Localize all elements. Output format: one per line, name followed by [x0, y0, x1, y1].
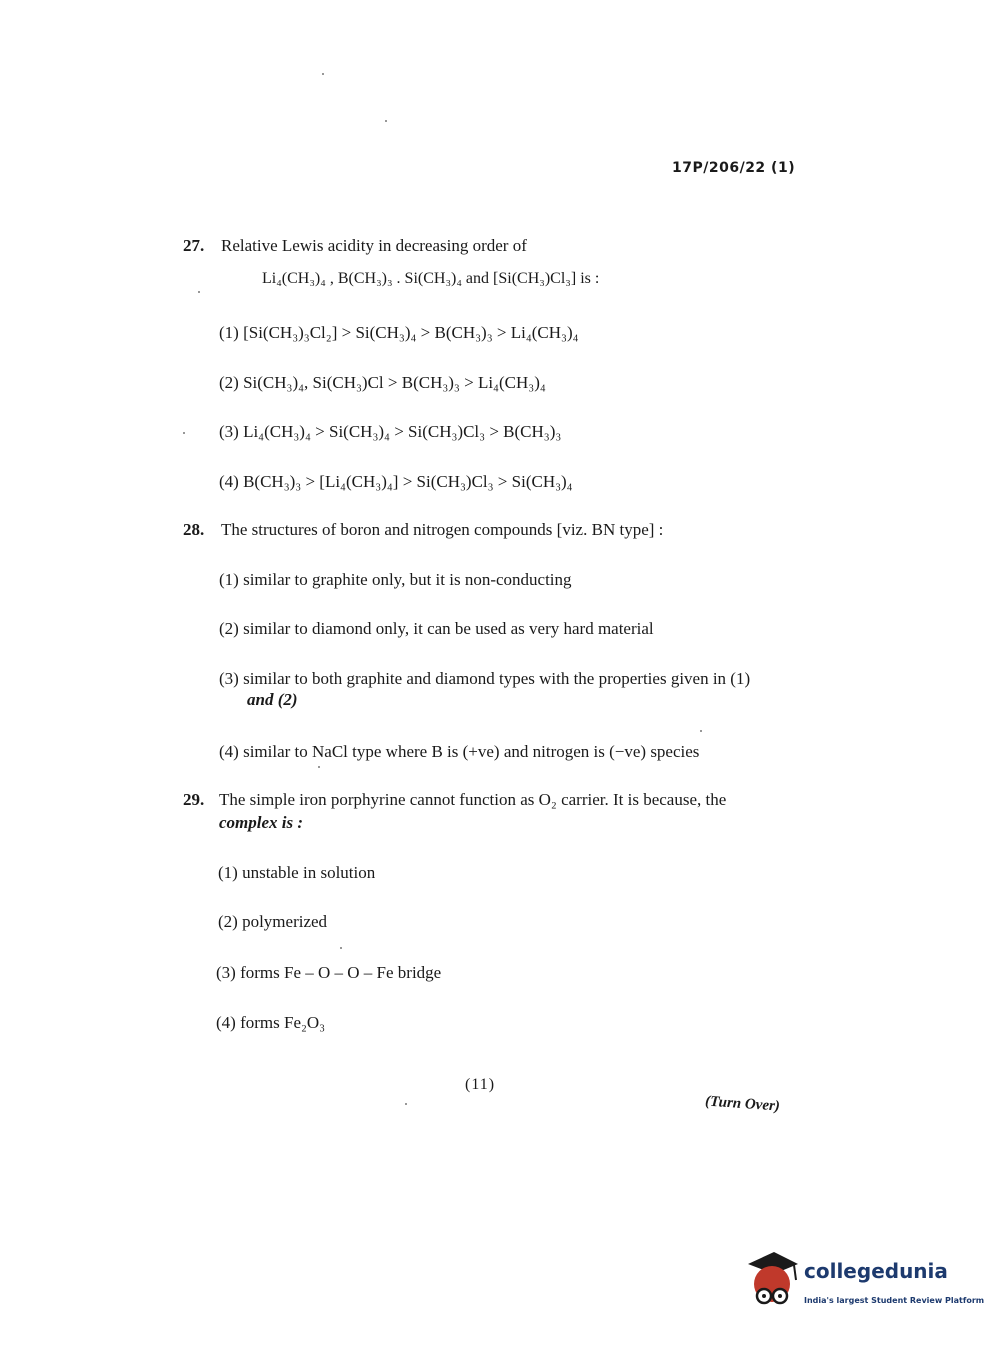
logo-tagline: India's largest Student Review Platform	[804, 1296, 985, 1305]
q28-text: The structures of boron and nitrogen compounds [viz. BN type] :	[221, 520, 664, 539]
q29-number: 29.	[183, 790, 205, 809]
logo-brand-name: collegedunia	[804, 1259, 948, 1283]
scan-speck	[405, 1103, 407, 1105]
scan-speck	[340, 947, 342, 949]
q27-option-1: (1) [Si(CH₃)₃Cl₂] > Si(CH₃)₄ > B(CH₃)₃ > Li₄(CH₃)₄	[219, 323, 579, 342]
q28-option-4: (4) similar to NaCl type where B is (+ve) and nitrogen is (−ve) species	[219, 742, 700, 761]
paper-code: 17P/206/22 (1)	[672, 160, 796, 176]
q27-option-3: (3) Li₄(CH₃)₄ > Si(CH₃)₄ > Si(CH₃)Cl₃ > B(CH₃)₃	[219, 422, 562, 441]
q27-number: 27.	[183, 236, 205, 255]
q29-option-4: (4) forms Fe₂O₃	[216, 1013, 326, 1032]
q29-text-continuation: complex is :	[219, 813, 304, 832]
q29-option-3: (3) forms Fe – O – O – Fe bridge	[216, 963, 442, 982]
q29-option-2: (2) polymerized	[218, 912, 328, 931]
q29-text: The simple iron porphyrine cannot function as O₂ carrier. It is because, the	[219, 790, 727, 809]
q28-option-3: (3) similar to both graphite and diamond types with the properties given in (1)	[219, 669, 751, 688]
q28-option-3-continuation: and (2)	[247, 690, 298, 709]
scan-speck	[385, 120, 387, 122]
scan-speck	[183, 432, 185, 434]
q27-option-4: (4) B(CH₃)₃ > [Li₄(CH₃)₄] > Si(CH₃)Cl₃ > Si(CH₃)₄	[219, 472, 573, 491]
scan-speck	[322, 73, 324, 75]
q27-option-2: (2) Si(CH₃)₄, Si(CH₃)Cl > B(CH₃)₃ > Li₄(CH₃)₄	[219, 373, 546, 392]
q28-option-2: (2) similar to diamond only, it can be used as very hard material	[219, 619, 654, 638]
q27-text: Relative Lewis acidity in decreasing order of	[221, 236, 527, 255]
graduate-mascot-icon	[744, 1250, 800, 1314]
q28-number: 28.	[183, 520, 205, 539]
turn-over-note: (Turn Over)	[704, 1093, 781, 1115]
scan-speck	[700, 730, 702, 732]
q28-option-1: (1) similar to graphite only, but it is non-conducting	[219, 570, 572, 589]
q27-formula: Li₄(CH₃)₄ , B(CH₃)₃ . Si(CH₃)₄ and [Si(CH₃)Cl₃] is :	[262, 270, 600, 287]
scan-speck	[318, 766, 320, 768]
q29-option-1: (1) unstable in solution	[218, 863, 376, 882]
scan-speck	[198, 291, 200, 293]
page-number: (11)	[465, 1076, 496, 1093]
